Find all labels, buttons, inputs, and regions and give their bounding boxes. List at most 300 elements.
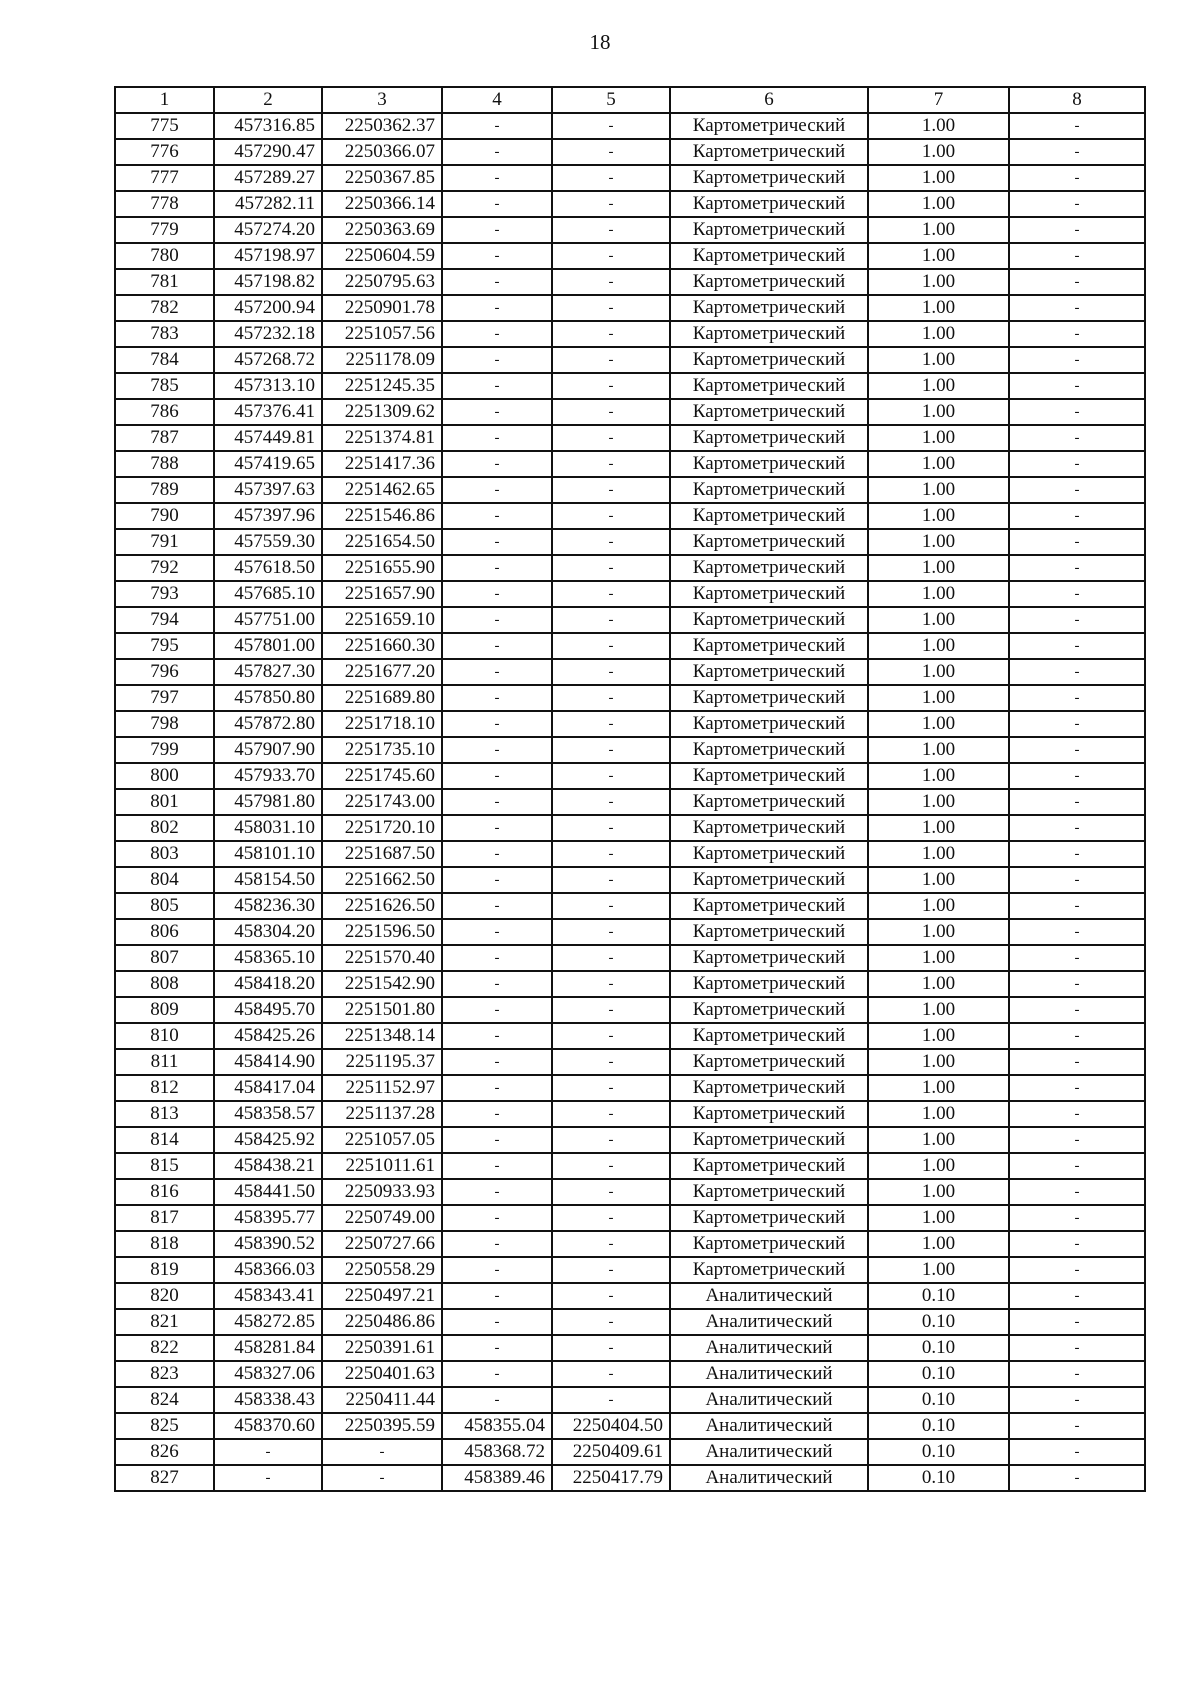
table-cell: - xyxy=(552,113,670,139)
table-cell: 2251195.37 xyxy=(322,1049,442,1075)
table-cell: Картометрический xyxy=(670,919,868,945)
header-cell: 3 xyxy=(322,87,442,113)
table-cell: 458281.84 xyxy=(214,1335,322,1361)
table-cell: 458390.52 xyxy=(214,1231,322,1257)
table-cell: 820 xyxy=(115,1283,214,1309)
table-cell: 781 xyxy=(115,269,214,295)
table-cell: 457232.18 xyxy=(214,321,322,347)
table-cell: 457907.90 xyxy=(214,737,322,763)
table-cell: 2251152.97 xyxy=(322,1075,442,1101)
table-cell: 458366.03 xyxy=(214,1257,322,1283)
table-cell: - xyxy=(1009,243,1145,269)
table-cell: 457200.94 xyxy=(214,295,322,321)
table-cell: 457289.27 xyxy=(214,165,322,191)
table-cell: 2250749.00 xyxy=(322,1205,442,1231)
table-cell: Картометрический xyxy=(670,815,868,841)
table-cell: 458304.20 xyxy=(214,919,322,945)
table-cell: 458338.43 xyxy=(214,1387,322,1413)
table-cell: - xyxy=(442,1023,552,1049)
table-row xyxy=(115,1283,1145,1309)
table-cell: - xyxy=(552,321,670,347)
table-cell: 1.00 xyxy=(868,243,1009,269)
table-cell: 458365.10 xyxy=(214,945,322,971)
table-cell: 2250395.59 xyxy=(322,1413,442,1439)
table-cell: - xyxy=(442,1179,552,1205)
table-cell: - xyxy=(442,971,552,997)
table-cell: - xyxy=(1009,1049,1145,1075)
table-row xyxy=(115,1335,1145,1361)
table-cell: 783 xyxy=(115,321,214,347)
table-cell: 458418.20 xyxy=(214,971,322,997)
table-cell: - xyxy=(552,815,670,841)
table-cell: 822 xyxy=(115,1335,214,1361)
table-cell: Картометрический xyxy=(670,347,868,373)
table-cell: - xyxy=(552,217,670,243)
table-cell: 818 xyxy=(115,1231,214,1257)
table-row xyxy=(115,243,1145,269)
table-cell: 799 xyxy=(115,737,214,763)
table-row xyxy=(115,685,1145,711)
table-cell: 458441.50 xyxy=(214,1179,322,1205)
table-cell: 457850.80 xyxy=(214,685,322,711)
table-cell: - xyxy=(442,1075,552,1101)
table-cell: 796 xyxy=(115,659,214,685)
table-cell: 2250363.69 xyxy=(322,217,442,243)
table-cell: 2251501.80 xyxy=(322,997,442,1023)
table-cell: Картометрический xyxy=(670,1075,868,1101)
table-cell: - xyxy=(1009,1413,1145,1439)
table-cell: 803 xyxy=(115,841,214,867)
table-cell: 780 xyxy=(115,243,214,269)
table-row xyxy=(115,711,1145,737)
table-cell: - xyxy=(1009,1309,1145,1335)
table-cell: - xyxy=(552,555,670,581)
table-cell: - xyxy=(1009,425,1145,451)
table-cell: - xyxy=(442,165,552,191)
table-cell: - xyxy=(552,347,670,373)
table-cell: 1.00 xyxy=(868,893,1009,919)
table-cell: 0.10 xyxy=(868,1387,1009,1413)
table-cell: Картометрический xyxy=(670,295,868,321)
table-cell: 457981.80 xyxy=(214,789,322,815)
table-cell: Картометрический xyxy=(670,165,868,191)
table-cell: 2251462.65 xyxy=(322,477,442,503)
table-cell: 2251057.05 xyxy=(322,1127,442,1153)
table-cell: 807 xyxy=(115,945,214,971)
table-cell: 786 xyxy=(115,399,214,425)
table-cell: - xyxy=(442,841,552,867)
table-cell: 784 xyxy=(115,347,214,373)
header-cell: 2 xyxy=(214,87,322,113)
table-cell: 458425.26 xyxy=(214,1023,322,1049)
table-cell: 790 xyxy=(115,503,214,529)
table-cell: 789 xyxy=(115,477,214,503)
table-cell: 2251745.60 xyxy=(322,763,442,789)
table-cell: Картометрический xyxy=(670,191,868,217)
table-cell: Картометрический xyxy=(670,893,868,919)
table-cell: 457397.63 xyxy=(214,477,322,503)
table-cell: Картометрический xyxy=(670,1205,868,1231)
table-row xyxy=(115,347,1145,373)
table-cell: 827 xyxy=(115,1465,214,1491)
table-cell: 1.00 xyxy=(868,1153,1009,1179)
table-cell: - xyxy=(322,1439,442,1465)
table-cell: - xyxy=(442,139,552,165)
table-cell: - xyxy=(1009,1335,1145,1361)
table-row xyxy=(115,945,1145,971)
table-cell: 2250795.63 xyxy=(322,269,442,295)
table-cell: Картометрический xyxy=(670,243,868,269)
table-cell: - xyxy=(442,1257,552,1283)
table-cell: - xyxy=(552,1023,670,1049)
table-cell: Картометрический xyxy=(670,1179,868,1205)
table-cell: - xyxy=(1009,1465,1145,1491)
table-cell: Картометрический xyxy=(670,581,868,607)
table-cell: - xyxy=(1009,919,1145,945)
table-cell: - xyxy=(1009,945,1145,971)
table-cell: 778 xyxy=(115,191,214,217)
table-cell: 809 xyxy=(115,997,214,1023)
table-cell: - xyxy=(1009,139,1145,165)
table-row xyxy=(115,1205,1145,1231)
table-cell: 798 xyxy=(115,711,214,737)
table-cell: 813 xyxy=(115,1101,214,1127)
table-row xyxy=(115,737,1145,763)
table-cell: 2251659.10 xyxy=(322,607,442,633)
table-cell: 1.00 xyxy=(868,269,1009,295)
table-row xyxy=(115,1439,1145,1465)
table-cell: 457872.80 xyxy=(214,711,322,737)
table-cell: Картометрический xyxy=(670,1101,868,1127)
table-cell: - xyxy=(552,477,670,503)
table-row xyxy=(115,139,1145,165)
table-cell: 0.10 xyxy=(868,1335,1009,1361)
table-cell: - xyxy=(442,503,552,529)
table-cell: - xyxy=(552,685,670,711)
table-cell: - xyxy=(442,737,552,763)
table-cell: 1.00 xyxy=(868,945,1009,971)
table-cell: 2251374.81 xyxy=(322,425,442,451)
table-cell: - xyxy=(552,191,670,217)
table-row xyxy=(115,893,1145,919)
table-cell: 2251677.20 xyxy=(322,659,442,685)
table-cell: 458370.60 xyxy=(214,1413,322,1439)
table-cell: 785 xyxy=(115,373,214,399)
table-cell: Картометрический xyxy=(670,113,868,139)
table-cell: 805 xyxy=(115,893,214,919)
table-cell: 2250411.44 xyxy=(322,1387,442,1413)
page-number: 18 xyxy=(589,30,611,54)
table-cell: - xyxy=(442,217,552,243)
table-row xyxy=(115,789,1145,815)
table-cell: - xyxy=(552,945,670,971)
table-cell: 1.00 xyxy=(868,1205,1009,1231)
table-cell: Картометрический xyxy=(670,1023,868,1049)
table-cell: 1.00 xyxy=(868,997,1009,1023)
table-cell: 1.00 xyxy=(868,555,1009,581)
table-cell: 1.00 xyxy=(868,451,1009,477)
table-cell: 2251348.14 xyxy=(322,1023,442,1049)
table-row xyxy=(115,503,1145,529)
table-cell: 0.10 xyxy=(868,1465,1009,1491)
table-cell: 2251596.50 xyxy=(322,919,442,945)
table-cell: - xyxy=(552,867,670,893)
table-cell: 457801.00 xyxy=(214,633,322,659)
table-cell: - xyxy=(442,1049,552,1075)
table-cell: 2250391.61 xyxy=(322,1335,442,1361)
table-cell: 1.00 xyxy=(868,607,1009,633)
table-cell: 1.00 xyxy=(868,217,1009,243)
table-cell: Картометрический xyxy=(670,997,868,1023)
table-cell: 806 xyxy=(115,919,214,945)
table-cell: - xyxy=(1009,1257,1145,1283)
table-cell: 1.00 xyxy=(868,789,1009,815)
table-cell: 782 xyxy=(115,295,214,321)
table-cell: Картометрический xyxy=(670,841,868,867)
table-cell: - xyxy=(552,1335,670,1361)
table-cell: 1.00 xyxy=(868,347,1009,373)
table-cell: 457290.47 xyxy=(214,139,322,165)
table-cell: 1.00 xyxy=(868,477,1009,503)
table-row xyxy=(115,763,1145,789)
table-cell: Картометрический xyxy=(670,217,868,243)
table-cell: 457685.10 xyxy=(214,581,322,607)
table-row xyxy=(115,815,1145,841)
table-cell: 1.00 xyxy=(868,1075,1009,1101)
table-cell: - xyxy=(442,685,552,711)
table-cell: 458101.10 xyxy=(214,841,322,867)
table-row xyxy=(115,1387,1145,1413)
coordinates-table-wrapper xyxy=(114,86,1144,1492)
table-cell: - xyxy=(442,893,552,919)
table-row xyxy=(115,659,1145,685)
table-cell: - xyxy=(1009,295,1145,321)
table-cell: 458154.50 xyxy=(214,867,322,893)
table-cell: 817 xyxy=(115,1205,214,1231)
table-row xyxy=(115,867,1145,893)
table-cell: 812 xyxy=(115,1075,214,1101)
table-cell: - xyxy=(552,1283,670,1309)
table-cell: 825 xyxy=(115,1413,214,1439)
table-cell: 2250486.86 xyxy=(322,1309,442,1335)
table-cell: - xyxy=(1009,1439,1145,1465)
table-cell: - xyxy=(442,867,552,893)
table-cell: - xyxy=(552,1101,670,1127)
table-cell: 1.00 xyxy=(868,1231,1009,1257)
table-cell: - xyxy=(442,1127,552,1153)
table-cell: - xyxy=(442,711,552,737)
table-cell: 458395.77 xyxy=(214,1205,322,1231)
table-cell: 458272.85 xyxy=(214,1309,322,1335)
table-cell: 458327.06 xyxy=(214,1361,322,1387)
table-cell: - xyxy=(552,997,670,1023)
table-cell: 458355.04 xyxy=(442,1413,552,1439)
table-cell: - xyxy=(1009,321,1145,347)
table-cell: - xyxy=(552,425,670,451)
table-cell: Картометрический xyxy=(670,971,868,997)
table-cell: 795 xyxy=(115,633,214,659)
table-cell: 802 xyxy=(115,815,214,841)
table-cell: - xyxy=(1009,711,1145,737)
table-cell: - xyxy=(1009,867,1145,893)
table-cell: 2251662.50 xyxy=(322,867,442,893)
table-cell: - xyxy=(1009,1023,1145,1049)
table-cell: Аналитический xyxy=(670,1439,868,1465)
table-row xyxy=(115,1023,1145,1049)
table-cell: 2250404.50 xyxy=(552,1413,670,1439)
table-cell: 1.00 xyxy=(868,1127,1009,1153)
table-cell: 2251657.90 xyxy=(322,581,442,607)
table-cell: - xyxy=(552,841,670,867)
table-cell: - xyxy=(552,1205,670,1231)
table-cell: 1.00 xyxy=(868,139,1009,165)
table-cell: - xyxy=(1009,763,1145,789)
table-cell: 787 xyxy=(115,425,214,451)
table-cell: 815 xyxy=(115,1153,214,1179)
table-cell: 2250401.63 xyxy=(322,1361,442,1387)
table-cell: 458389.46 xyxy=(442,1465,552,1491)
table-cell: 1.00 xyxy=(868,685,1009,711)
table-cell: - xyxy=(552,1309,670,1335)
table-cell: 1.00 xyxy=(868,399,1009,425)
table-cell: 811 xyxy=(115,1049,214,1075)
table-cell: 788 xyxy=(115,451,214,477)
table-cell: - xyxy=(442,997,552,1023)
table-row xyxy=(115,1231,1145,1257)
table-cell: Картометрический xyxy=(670,555,868,581)
table-cell: - xyxy=(552,243,670,269)
table-cell: 2251743.00 xyxy=(322,789,442,815)
table-cell: 0.10 xyxy=(868,1309,1009,1335)
table-cell: Картометрический xyxy=(670,451,868,477)
table-cell: - xyxy=(552,373,670,399)
table-cell: - xyxy=(552,1179,670,1205)
table-cell: - xyxy=(1009,737,1145,763)
table-cell: - xyxy=(1009,1075,1145,1101)
table-cell: 458425.92 xyxy=(214,1127,322,1153)
table-cell: 1.00 xyxy=(868,1049,1009,1075)
table-cell: Картометрический xyxy=(670,1049,868,1075)
table-cell: - xyxy=(442,1153,552,1179)
table-row xyxy=(115,1309,1145,1335)
table-cell: 2250362.37 xyxy=(322,113,442,139)
table-cell: - xyxy=(1009,373,1145,399)
table-cell: 2251417.36 xyxy=(322,451,442,477)
table-cell: - xyxy=(1009,633,1145,659)
table-cell: Аналитический xyxy=(670,1309,868,1335)
table-cell: 2251137.28 xyxy=(322,1101,442,1127)
table-cell: 458414.90 xyxy=(214,1049,322,1075)
table-cell: 2251011.61 xyxy=(322,1153,442,1179)
table-cell: 458343.41 xyxy=(214,1283,322,1309)
table-cell: 2251057.56 xyxy=(322,321,442,347)
table-cell: - xyxy=(1009,685,1145,711)
table-cell: 0.10 xyxy=(868,1283,1009,1309)
table-cell: 804 xyxy=(115,867,214,893)
table-cell: - xyxy=(1009,347,1145,373)
table-cell: Картометрический xyxy=(670,1257,868,1283)
table-cell: 458031.10 xyxy=(214,815,322,841)
table-cell: 800 xyxy=(115,763,214,789)
coordinates-table xyxy=(114,86,1146,1492)
table-cell: 2250417.79 xyxy=(552,1465,670,1491)
table-cell: 457933.70 xyxy=(214,763,322,789)
table-body xyxy=(115,113,1145,1491)
table-cell: - xyxy=(1009,1101,1145,1127)
table-cell: Картометрический xyxy=(670,633,868,659)
table-cell: - xyxy=(552,399,670,425)
table-cell: Аналитический xyxy=(670,1335,868,1361)
table-cell: 826 xyxy=(115,1439,214,1465)
table-cell: 0.10 xyxy=(868,1361,1009,1387)
header-cell: 4 xyxy=(442,87,552,113)
table-row xyxy=(115,191,1145,217)
header-cell: 1 xyxy=(115,87,214,113)
table-cell: 2251655.90 xyxy=(322,555,442,581)
table-cell: 0.10 xyxy=(868,1413,1009,1439)
table-cell: 0.10 xyxy=(868,1439,1009,1465)
table-cell: - xyxy=(442,477,552,503)
table-cell: 2251542.90 xyxy=(322,971,442,997)
table-row xyxy=(115,477,1145,503)
table-cell: - xyxy=(442,1205,552,1231)
table-cell: - xyxy=(552,139,670,165)
table-cell: 2250367.85 xyxy=(322,165,442,191)
table-cell: Картометрический xyxy=(670,659,868,685)
table-cell: - xyxy=(1009,1205,1145,1231)
table-cell: - xyxy=(1009,607,1145,633)
table-cell: 792 xyxy=(115,555,214,581)
table-row xyxy=(115,1127,1145,1153)
table-cell: 2250727.66 xyxy=(322,1231,442,1257)
table-cell: Картометрический xyxy=(670,685,868,711)
table-cell: 779 xyxy=(115,217,214,243)
table-cell: 2251689.80 xyxy=(322,685,442,711)
table-cell: 824 xyxy=(115,1387,214,1413)
table-cell: 2250497.21 xyxy=(322,1283,442,1309)
table-cell: 2251735.10 xyxy=(322,737,442,763)
table-cell: - xyxy=(322,1465,442,1491)
table-cell: - xyxy=(442,1101,552,1127)
table-cell: 458417.04 xyxy=(214,1075,322,1101)
table-cell: 458358.57 xyxy=(214,1101,322,1127)
table-cell: - xyxy=(552,269,670,295)
table-cell: - xyxy=(442,633,552,659)
table-row xyxy=(115,165,1145,191)
table-cell: Картометрический xyxy=(670,607,868,633)
table-cell: 1.00 xyxy=(868,711,1009,737)
table-row xyxy=(115,555,1145,581)
table-cell: 1.00 xyxy=(868,815,1009,841)
table-row xyxy=(115,971,1145,997)
table-cell: - xyxy=(442,347,552,373)
table-row xyxy=(115,399,1145,425)
table-cell: - xyxy=(552,1153,670,1179)
table-cell: - xyxy=(552,893,670,919)
table-cell: 810 xyxy=(115,1023,214,1049)
table-cell: - xyxy=(214,1465,322,1491)
table-cell: 1.00 xyxy=(868,919,1009,945)
table-cell: 2251309.62 xyxy=(322,399,442,425)
table-cell: - xyxy=(1009,165,1145,191)
table-cell: - xyxy=(442,321,552,347)
table-cell: - xyxy=(552,1257,670,1283)
table-row xyxy=(115,581,1145,607)
table-cell: - xyxy=(442,555,552,581)
table-cell: Картометрический xyxy=(670,1153,868,1179)
table-cell: 2250933.93 xyxy=(322,1179,442,1205)
table-cell: 457274.20 xyxy=(214,217,322,243)
